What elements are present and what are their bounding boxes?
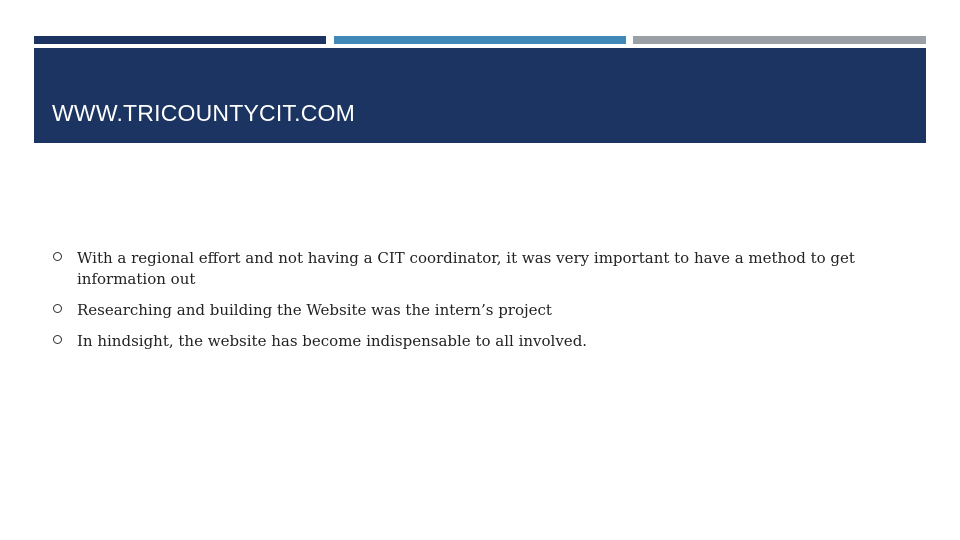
bullet-item: [52, 248, 902, 290]
accent-bar-light-blue: [334, 36, 626, 44]
bullet-text: Researching and building the Website was the intern’s project: [77, 301, 552, 319]
bullet-text: In hindsight, the website has become indispensable to all involved.: [77, 332, 588, 350]
title-band: [34, 48, 926, 143]
hollow-circle-bullet-icon: [53, 252, 62, 261]
bullet-text: With a regional effort and not having a CIT coordinator, it was very important to have a method to get information out: [77, 249, 855, 288]
hollow-circle-bullet-icon: [53, 304, 62, 313]
bullet-list: [52, 248, 902, 362]
bullet-item: [52, 331, 902, 352]
hollow-circle-bullet-icon: [53, 335, 62, 344]
accent-bar-gray: [633, 36, 926, 44]
slide-title: WWW.TRICOUNTYCIT.COM: [52, 100, 355, 126]
bullet-item: [52, 300, 902, 321]
accent-bar-dark-blue: [34, 36, 326, 44]
